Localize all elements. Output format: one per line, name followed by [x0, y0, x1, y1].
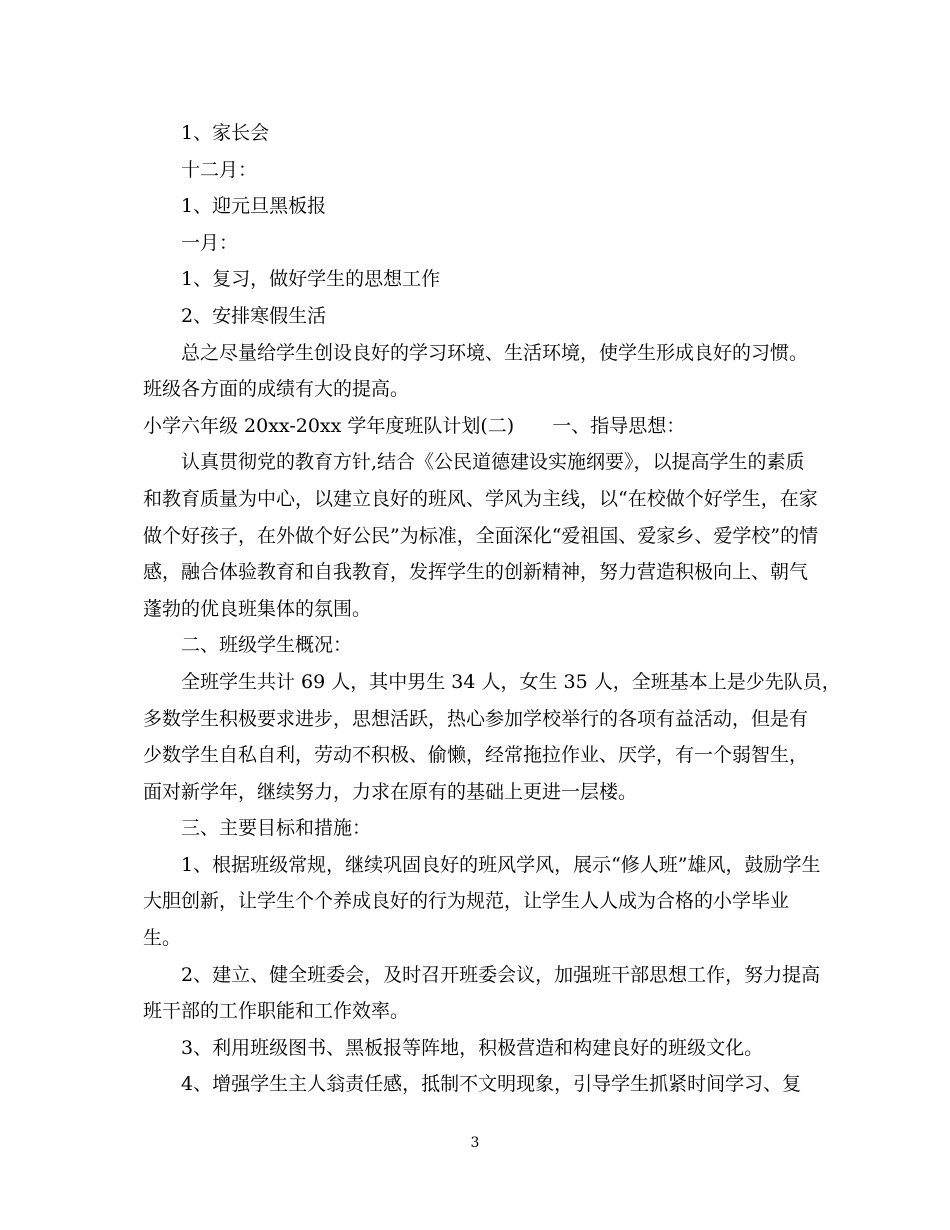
line-text: 4、增强学生主人翁责任感，抵制不文明现象，引导学生抓紧时间学习、复 [181, 1073, 802, 1096]
page-number: 3 [470, 1135, 480, 1151]
line-text: 感，融合体验教育和自我教育，发挥学生的创新精神，努力营造积极向上、朝气 [143, 561, 809, 584]
text-line [143, 847, 821, 884]
line-text: 多数学生积极要求进步，思想活跃，热心参加学校举行的各项有益活动，但是有 [143, 707, 809, 730]
text-line [143, 408, 813, 445]
text-line [143, 920, 813, 957]
line-text: 认真贯彻党的教育方针,结合《公民道德建设实施纲要》，以提高学生的素质 [181, 451, 805, 474]
line-text: 和教育质量为中心，以建立良好的班风、学风为主线，以“在校做个好学生，在家 [143, 487, 818, 510]
line-text: 蓬勃的优良班集体的氛围。 [143, 597, 372, 620]
line-text: 1、家长会 [181, 122, 270, 144]
text-line [143, 883, 813, 920]
line-text: 1、复习，做好学生的思想工作 [181, 268, 441, 291]
line-text: 二、班级学生概况： [181, 634, 353, 657]
text-line [143, 335, 813, 372]
line-text: 1、迎元旦黑板报 [181, 195, 327, 218]
text-line [143, 554, 813, 591]
line-text: 小学六年级 20xx-20xx 学年度班队计划(二) [143, 414, 515, 437]
text-line [143, 810, 813, 847]
line-text: 一月： [181, 231, 239, 254]
text-line [143, 591, 813, 628]
text-line [143, 627, 813, 664]
text-line [143, 518, 819, 555]
line-text: 2、安排寒假生活 [181, 304, 327, 327]
text-line [143, 993, 813, 1030]
text-line [143, 225, 813, 262]
line-text: 全班学生共计 69 人，其中男生 34 人，女生 35 人，全班基本上是少先队员， [181, 670, 841, 693]
text-line [143, 701, 813, 738]
text-line [143, 664, 841, 701]
text-line [143, 261, 813, 298]
line-text: 班级各方面的成绩有大的提高。 [143, 378, 410, 401]
text-line [143, 481, 818, 518]
line-text: 少数学生自私自利，劳动不积极、偷懒，经常拖拉作业、厌学，有一个弱智生， [143, 744, 809, 767]
line-text: 生。 [143, 927, 182, 950]
text-line [143, 188, 813, 225]
text-line [143, 298, 813, 335]
line-text: 1、根据班级常规，继续巩固良好的班风学风，展示“修人班”雄风，鼓励学生 [181, 853, 821, 876]
text-line [143, 957, 821, 994]
line-text: 3、利用班级图书、黑板报等阵地，积极营造和构建良好的班级文化。 [181, 1036, 764, 1059]
line-text: 总之尽量给学生创设良好的学习环境、生活环境，使学生形成良好的习惯。 [181, 341, 809, 364]
line-text: 面对新学年，继续努力，力求在原有的基础上更进一层楼。 [143, 780, 638, 803]
line-text: 2、建立、健全班委会，及时召开班委会议，加强班干部思想工作，努力提高 [181, 963, 821, 986]
text-line [143, 115, 813, 152]
line-text: 大胆创新，让学生个个养成良好的行为规范，让学生人人成为合格的小学毕业 [143, 890, 790, 913]
document-body [143, 115, 841, 1103]
text-line [143, 371, 813, 408]
line-text: 做个好孩子，在外做个好公民”为标准，全面深化“爱祖国、爱家乡、爱学校”的情 [143, 524, 819, 547]
text-line [143, 1066, 813, 1103]
text-line [143, 1030, 813, 1067]
text-line [143, 774, 813, 811]
section-heading: 一、指导思想： [552, 414, 686, 437]
text-line [143, 152, 813, 189]
text-line [143, 444, 813, 481]
text-line [143, 737, 813, 774]
line-text: 十二月： [181, 158, 258, 181]
line-text: 班干部的工作职能和工作效率。 [143, 1000, 410, 1023]
line-text: 三、主要目标和措施： [181, 817, 372, 840]
